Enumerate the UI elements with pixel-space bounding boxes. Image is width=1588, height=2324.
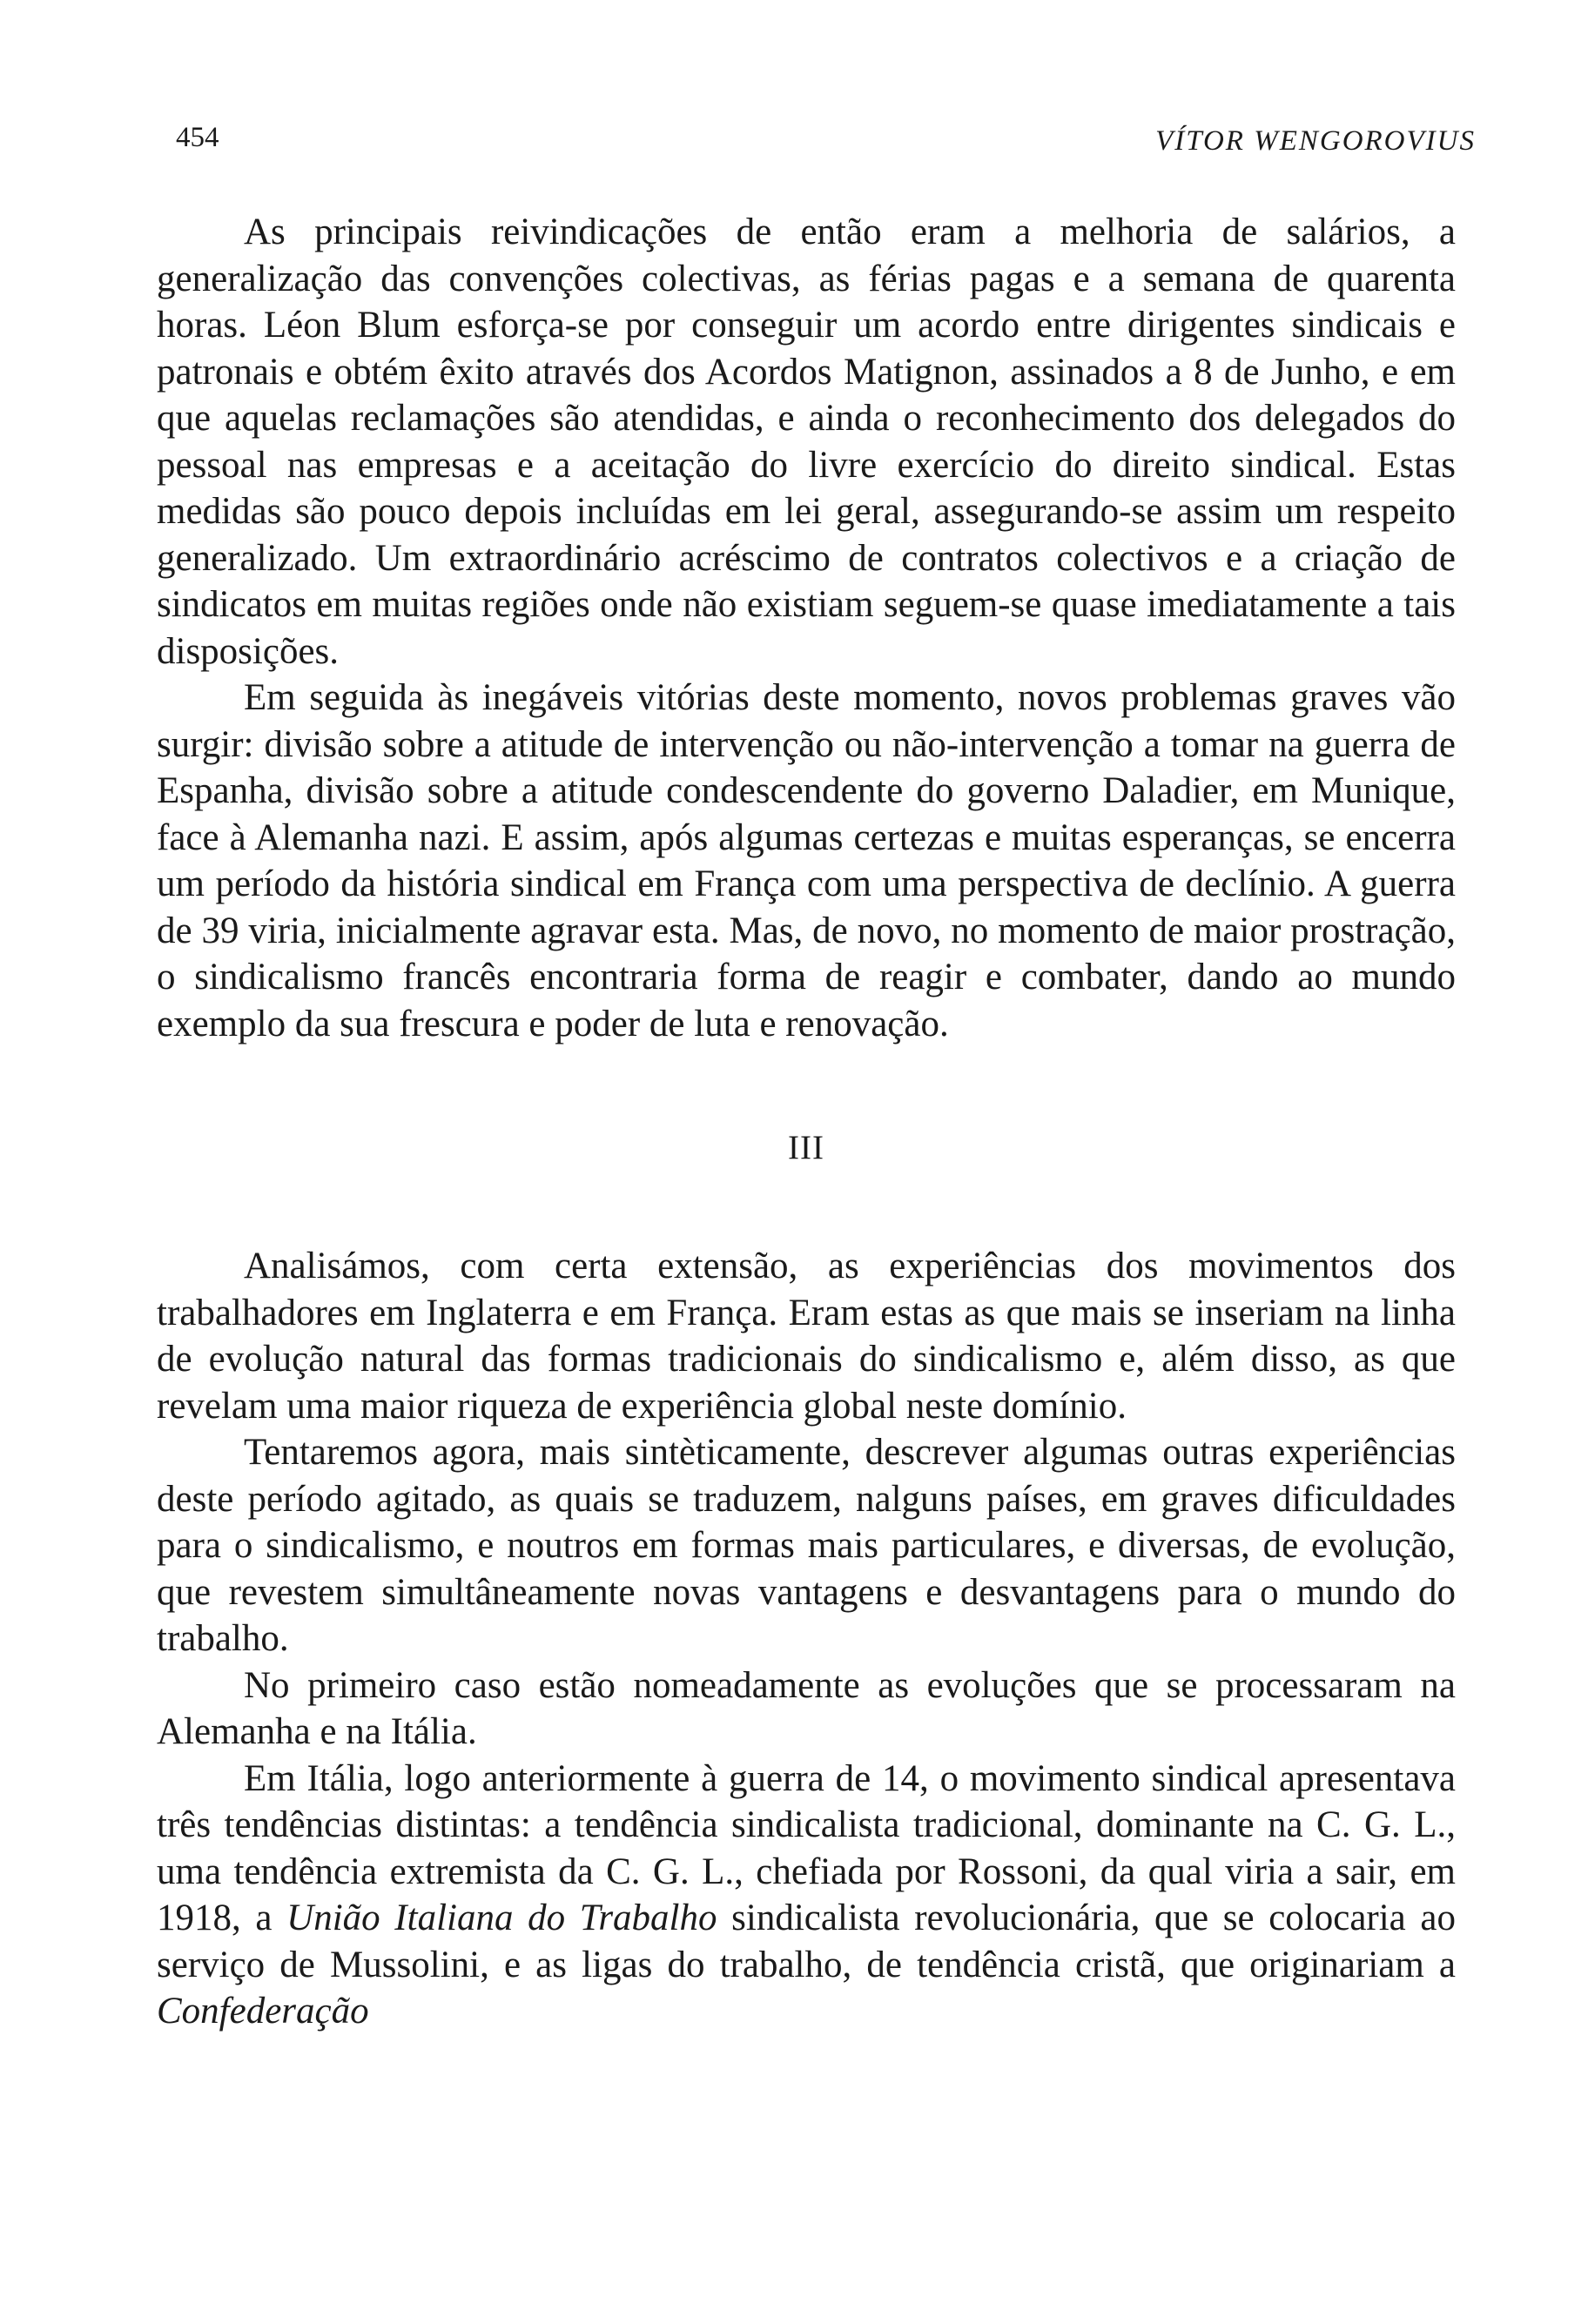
paragraph-other-experiences: Tentaremos agora, mais sintèticamente, descrever algumas outras experiências deste período agitado, as quais se traduzem, nalguns países, em graves dificuldades para o sindicalismo, e noutros em formas mais particulares, e diversas, de evolução, que revestem simultâneamente novas vantagens e desvantagens para o mundo do trabalho. (157, 1432, 1456, 1659)
italy-text-part1: Em Itália, logo anteriormente à guerra de 14, o movimento sindical apresentava três tendências distintas: a tendência sindicalista tradicional, dominante na C. G. L., uma tendência extremista da C. G. L., chefiada por Rossoni, da qual viria a sair, em 1918, a (157, 1757, 1456, 1938)
italy-text-part2: sindicalista revolucionária, que se colocaria ao serviço de Mussolini, e as ligas do trabalho, de tendência cristã, que originariam a (157, 1897, 1456, 1985)
section-heading: III (788, 1129, 824, 1166)
paragraph-italy (157, 1756, 1456, 2035)
italic-uniao-italiana: União Italiana do Trabalho (286, 1897, 717, 1938)
paragraph-analysis: Analisámos, com certa extensão, as experiências dos movimentos dos trabalhadores em Inglaterra e em França. Eram estas as que mais se inseriam na linha de evolução natural das formas tradicionais do sindicalismo e, além disso, as que revelam uma maior riqueza de experiência global neste domínio. (157, 1246, 1456, 1427)
italic-confederacao: Confederação (157, 1991, 369, 2032)
paragraph-demands: As principais reivindicações de então eram a melhoria de salários, a generalização das convenções colectivas, as férias pagas e a semana de quarenta horas. Léon Blum esforça-se por conseguir um acordo entre dirigentes sindicais e patronais e obtém êxito através dos Acordos Matignon, assinados a 8 de Junho, e em que aquelas reclamações são atendidas, e ainda o reconhecimento dos delegados do pessoal nas empresas e a aceitação do livre exercício do direito sindical. Estas medidas são pouco depois incluídas em lei geral, assegurando-se assim um respeito generalizado. Um extraordinário acréscimo de contratos colectivos e a criação de sindicatos em muitas regiões onde não existiam seguem-se quase imediatamente a tais disposições. (157, 212, 1456, 672)
page-header (157, 122, 1476, 174)
body-text (157, 209, 1456, 2035)
running-head-author: VÍTOR WENGOROVIUS (1155, 125, 1476, 157)
paragraph-new-problems: Em seguida às inegáveis vitórias deste momento, novos problemas graves vão surgir: divisão sobre a atitude de intervenção ou não-intervenção a tomar na guerra de Espanha, divisão sobre a atitude condescendente do governo Daladier, em Munique, face à Alemanha nazi. E assim, após algumas certezas e muitas esperanças, se encerra um período da história sindical em França com uma perspectiva de declínio. A guerra de 39 viria, inicialmente agravar esta. Mas, de novo, no momento de maior prostração, o sindicalismo francês encontraria forma de reagir e combater, dando ao mundo exemplo da sua frescura e poder de luta e renovação. (157, 677, 1456, 1044)
page-number: 454 (176, 122, 219, 153)
paragraph-first-case: No primeiro caso estão nomeadamente as evoluções que se processaram na Alemanha e na Itália. (157, 1664, 1456, 1752)
